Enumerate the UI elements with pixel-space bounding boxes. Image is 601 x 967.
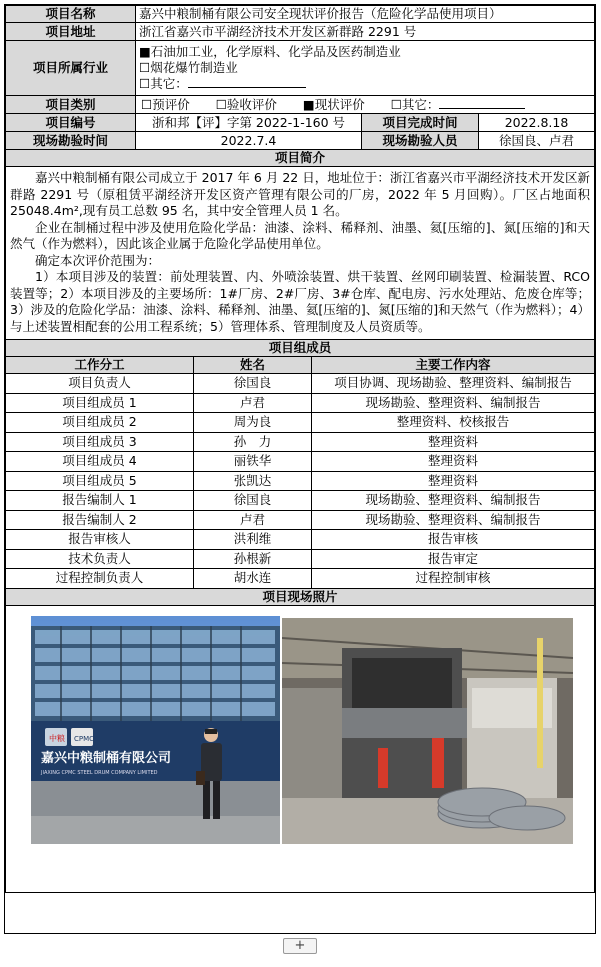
site-photo-factory — [282, 618, 573, 844]
team-cell-role: 项目组成员 5 — [6, 471, 194, 491]
industry-option-chemical[interactable]: ■石油加工业，化学原料、化学品及医药制造业 — [139, 44, 401, 59]
type-option-pre[interactable]: ☐预评价 — [141, 96, 190, 112]
team-cell-work: 现场勘验、整理资料、编制报告 — [312, 491, 595, 511]
surveyor-label: 现场勘验人员 — [362, 132, 479, 150]
team-row — [6, 549, 595, 569]
name-value: 嘉兴中粮制桶有限公司安全现状评价报告（危险化学品使用项目） — [136, 6, 595, 23]
type-option-current[interactable]: ■现状评价 — [302, 96, 365, 112]
team-cell-name: 张凯达 — [194, 471, 312, 491]
team-cell-work: 项目协调、现场勘验、整理资料、编制报告 — [312, 374, 595, 394]
type-option-acceptance[interactable]: ☐验收评价 — [215, 96, 277, 112]
team-row — [6, 569, 595, 589]
industry-options — [136, 41, 595, 96]
name-label: 项目名称 — [6, 6, 136, 23]
team-cell-name: 胡水连 — [194, 569, 312, 589]
team-col-name: 姓名 — [194, 357, 312, 374]
type-options — [136, 96, 595, 114]
logo-cpmc: CPMC — [74, 734, 95, 743]
team-cell-role: 项目组成员 2 — [6, 413, 194, 433]
team-cell-role: 项目组成员 1 — [6, 393, 194, 413]
finish-value: 2022.8.18 — [479, 114, 595, 132]
industry-label: 项目所属行业 — [6, 41, 136, 96]
team-cell-work: 现场勘验、整理资料、编制报告 — [312, 393, 595, 413]
team-cell-work: 报告审定 — [312, 549, 595, 569]
address-value: 浙江省嘉兴市平湖经济技术开发区新群路 2291 号 — [136, 23, 595, 41]
intro-title: 项目简介 — [6, 150, 595, 167]
intro-paragraph-2: 企业在制桶过程中涉及使用危险化学品：油漆、涂料、稀释剂、油墨、氦[压缩的]、氮[压缩的]和天然气（作为燃料），因此该企业属于危险化学品使用单位。 — [10, 219, 590, 251]
team-row — [6, 393, 595, 413]
team-row — [6, 374, 595, 394]
team-table — [5, 339, 595, 893]
site-photo-building — [31, 616, 280, 844]
add-button[interactable]: + — [283, 938, 317, 954]
team-cell-role: 过程控制负责人 — [6, 569, 194, 589]
team-cell-work: 报告审核 — [312, 530, 595, 550]
finish-label: 项目完成时间 — [362, 114, 479, 132]
intro-paragraph-3: 确定本次评价范围为： — [35, 252, 161, 268]
team-row — [6, 452, 595, 472]
type-label: 项目类别 — [6, 96, 136, 114]
team-cell-role: 项目组成员 4 — [6, 452, 194, 472]
team-cell-work: 现场勘验、整理资料、编制报告 — [312, 510, 595, 530]
team-cell-role: 项目组成员 3 — [6, 432, 194, 452]
surveyor-value: 徐国良、卢君 — [479, 132, 595, 150]
photos-title: 项目现场照片 — [6, 588, 595, 605]
photos-area — [6, 606, 594, 892]
survey-time-label: 现场勘验时间 — [6, 132, 136, 150]
team-row — [6, 530, 595, 550]
intro-paragraph-1: 嘉兴中粮制桶有限公司成立于 2017 年 6 月 22 日，地址位于：浙江省嘉兴市平湖经济技术开发区新群路 2291 号（原租赁平湖经济开发区资产管理有限公司的厂房，2022 年 5 月回购）。厂区占地面积 25048.4m²,现有员工总数 95 名，其中安全管理人员 1 名。 — [10, 170, 590, 218]
team-cell-name: 卢君 — [194, 393, 312, 413]
team-row — [6, 471, 595, 491]
team-title: 项目组成员 — [6, 340, 595, 357]
logo-cofco: 中粮 — [49, 733, 65, 743]
building-sign: 嘉兴中粮制桶有限公司 — [41, 750, 172, 766]
code-label: 项目编号 — [6, 114, 136, 132]
header-table — [5, 5, 595, 340]
team-row — [6, 432, 595, 452]
team-cell-role: 项目负责人 — [6, 374, 194, 394]
team-cell-name: 徐国良 — [194, 491, 312, 511]
team-cell-work: 整理资料、校核报告 — [312, 413, 595, 433]
intro-body — [6, 167, 595, 340]
team-cell-name: 周为良 — [194, 413, 312, 433]
team-cell-role: 报告编制人 1 — [6, 491, 194, 511]
team-cell-role: 技术负责人 — [6, 549, 194, 569]
team-cell-name: 徐国良 — [194, 374, 312, 394]
team-cell-work: 整理资料 — [312, 452, 595, 472]
survey-time-value: 2022.7.4 — [136, 132, 362, 150]
team-row — [6, 510, 595, 530]
team-col-work: 主要工作内容 — [312, 357, 595, 374]
industry-option-fireworks[interactable]: ☐烟花爆竹制造业 — [139, 60, 238, 75]
team-cell-name: 丽铁华 — [194, 452, 312, 472]
team-cell-name: 孙根新 — [194, 549, 312, 569]
industry-option-other[interactable]: ☐其它： — [139, 76, 591, 92]
type-option-other[interactable]: ☐其它： — [390, 96, 440, 112]
team-cell-role: 报告编制人 2 — [6, 510, 194, 530]
team-cell-work: 整理资料 — [312, 471, 595, 491]
team-cell-work: 整理资料 — [312, 432, 595, 452]
team-cell-name: 孙 力 — [194, 432, 312, 452]
team-col-role: 工作分工 — [6, 357, 194, 374]
building-sign-en: JIAXING CPMC STEEL DRUM COMPANY LIMITED — [41, 769, 158, 776]
team-cell-name: 洪利维 — [194, 530, 312, 550]
team-row — [6, 491, 595, 511]
intro-paragraph-4: 1）本项目涉及的装置：前处理装置、内、外喷涂装置、烘干装置、丝网印刷装置、检漏装置、RCO 装置等；2）本项目涉及的主要场所：1#厂房、2#厂房、3#仓库、配电房、污水处理站、危废仓库等；3）涉及的危险化学品：油漆、涂料、稀释剂、油墨、氦[压缩的]、氮[压缩的]和天然气（作为燃料）；4）与上述装置相配套的公用工程系统；5）管理体系、管理制度及人员资质等。 — [10, 269, 590, 334]
report-sheet — [4, 4, 596, 934]
code-value: 浙和邦【评】字第 2022-1-160 号 — [136, 114, 362, 132]
team-cell-role: 报告审核人 — [6, 530, 194, 550]
address-label: 项目地址 — [6, 23, 136, 41]
photos-cell — [6, 605, 595, 892]
team-cell-work: 过程控制审核 — [312, 569, 595, 589]
team-row — [6, 413, 595, 433]
team-cell-name: 卢君 — [194, 510, 312, 530]
